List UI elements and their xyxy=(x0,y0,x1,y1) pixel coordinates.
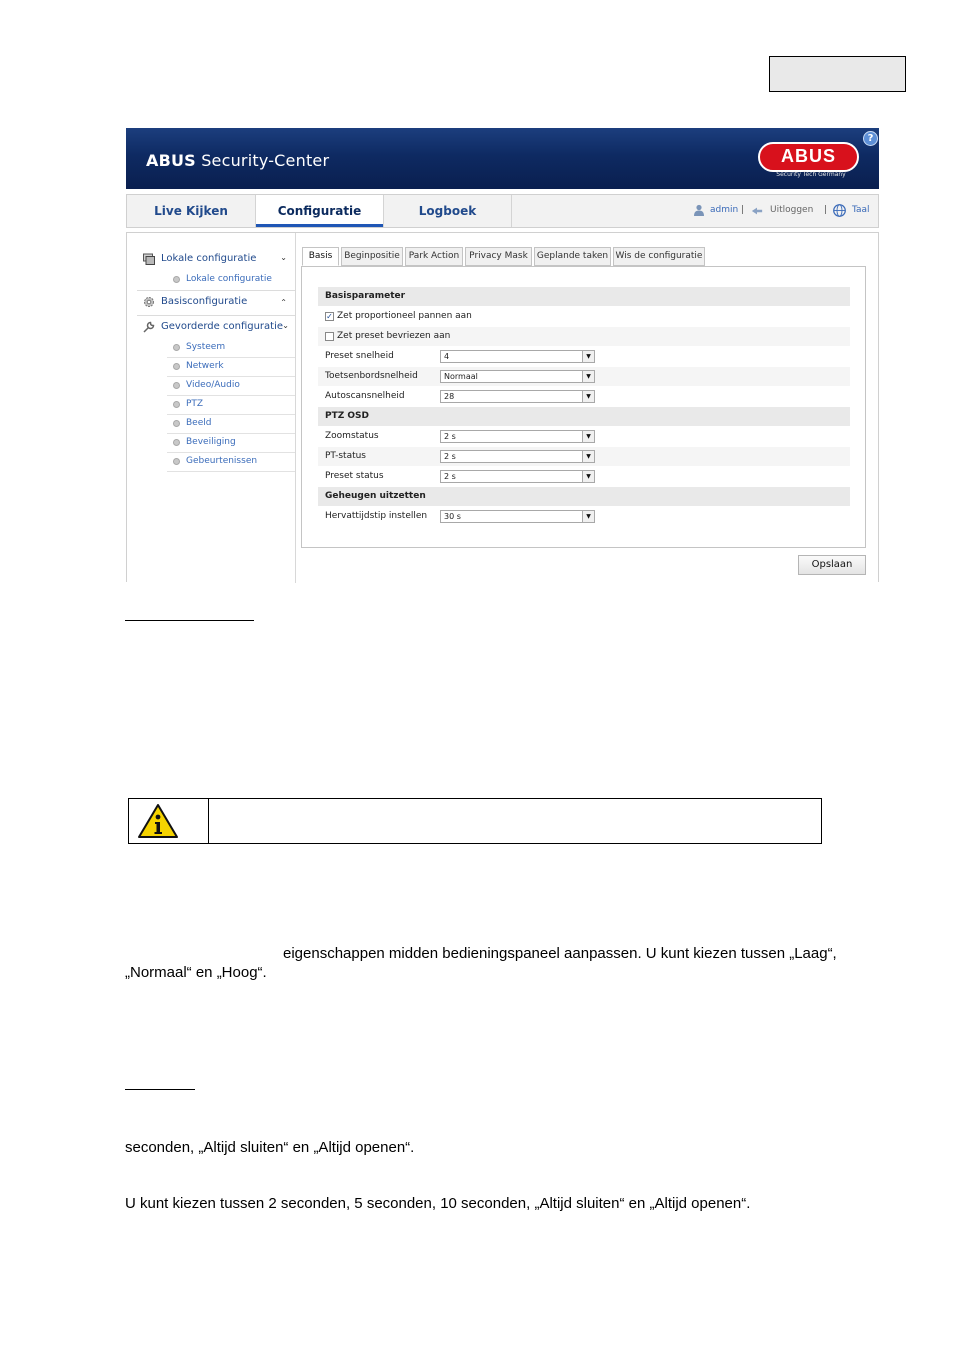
banner xyxy=(126,128,879,189)
gear-icon xyxy=(143,296,155,308)
sidebar-item-gebeurtenissen[interactable]: Gebeurtenissen xyxy=(167,453,295,472)
section-ptz-osd: PTZ OSD xyxy=(318,407,850,426)
dropdown-arrow-icon: ▼ xyxy=(582,511,594,522)
user-name[interactable]: admin xyxy=(710,205,739,215)
monitor-icon xyxy=(143,253,155,265)
tab-park-action[interactable]: Park Action xyxy=(405,247,463,266)
abus-logo: ABUS xyxy=(758,142,859,172)
resume-time-select[interactable]: 30 s ▼ xyxy=(440,510,595,523)
divider xyxy=(137,315,295,316)
sidebar-item-ptz[interactable]: PTZ xyxy=(167,396,295,415)
row-keyboard-speed: Toetsenbordsnelheid Normaal ▼ xyxy=(318,367,850,386)
tab-geplande-taken[interactable]: Geplande taken xyxy=(534,247,611,266)
ui-screenshot xyxy=(126,128,880,582)
tab-privacy-mask[interactable]: Privacy Mask xyxy=(465,247,532,266)
help-icon[interactable]: ? xyxy=(863,131,878,146)
dropdown-arrow-icon: ▼ xyxy=(582,451,594,462)
sidebar xyxy=(127,233,296,583)
sidebar-item-local-config[interactable]: Lokale configuratie xyxy=(167,271,295,290)
sidebar-item-beveiliging[interactable]: Beveiliging xyxy=(167,434,295,453)
tab-beginpositie[interactable]: Beginpositie xyxy=(341,247,403,266)
pt-status-select[interactable]: 2 s ▼ xyxy=(440,450,595,463)
paragraph-options: seconden, „Altijd sluiten“ en „Altijd openen“. xyxy=(125,1139,415,1156)
separator: | xyxy=(824,205,828,215)
sidebar-local-config[interactable]: Lokale configuratie ⌄ xyxy=(143,253,293,265)
globe-icon xyxy=(833,204,846,217)
form-box xyxy=(301,266,866,548)
row-autoscan-speed: Autoscansnelheid 28 ▼ xyxy=(318,387,850,406)
row-preset-status: Preset status 2 s ▼ xyxy=(318,467,850,486)
row-resume-time: Hervattijdstip instellen 30 s ▼ xyxy=(318,507,850,526)
bullet-icon xyxy=(173,420,180,427)
dropdown-arrow-icon: ▼ xyxy=(582,391,594,402)
bullet-icon xyxy=(173,382,180,389)
tab-logboek[interactable]: Logboek xyxy=(418,204,477,218)
dropdown-arrow-icon: ▼ xyxy=(582,471,594,482)
bullet-icon xyxy=(173,401,180,408)
info-warning-icon xyxy=(137,803,179,839)
dropdown-arrow-icon: ▼ xyxy=(582,371,594,382)
sidebar-item-beeld[interactable]: Beeld xyxy=(167,415,295,434)
row-zoom-status: Zoomstatus 2 s ▼ xyxy=(318,427,850,446)
wrench-icon xyxy=(143,321,155,333)
bullet-icon xyxy=(173,276,180,283)
top-nav xyxy=(126,194,879,228)
user-icon xyxy=(693,204,705,216)
tab-configuratie[interactable]: Configuratie xyxy=(256,195,383,227)
preset-status-select[interactable]: 2 s ▼ xyxy=(440,470,595,483)
note-divider xyxy=(208,799,209,843)
sidebar-item-video-audio[interactable]: Video/Audio xyxy=(167,377,295,396)
bullet-icon xyxy=(173,458,180,465)
dropdown-arrow-icon: ▼ xyxy=(582,351,594,362)
checkbox-row-proportional-pan: ✓ Zet proportioneel pannen aan xyxy=(326,311,472,321)
logout-link[interactable]: Uitloggen xyxy=(770,205,814,215)
divider xyxy=(137,290,295,291)
row-preset-speed: Preset snelheid 4 ▼ xyxy=(318,347,850,366)
app-title: ABUS Security-Center xyxy=(146,151,330,170)
row-pt-status: PT-status 2 s ▼ xyxy=(318,447,850,466)
sidebar-basic-config[interactable]: Basisconfiguratie ⌃ xyxy=(143,296,293,308)
info-note-box xyxy=(128,798,822,844)
section-basisparameter: Basisparameter xyxy=(318,287,850,306)
separator: | xyxy=(741,205,745,215)
section-geheugen-uitzetten: Geheugen uitzetten xyxy=(318,487,850,506)
sidebar-item-systeem[interactable]: Systeem xyxy=(167,339,295,358)
paragraph-keyboard-speed: eigenschappen midden bedieningspaneel aanpassen. U kunt kiezen tussen „Laag“, xyxy=(283,945,837,962)
tab-basis[interactable]: Basis xyxy=(302,247,339,266)
header-box xyxy=(769,56,906,92)
heading-underline xyxy=(125,620,254,621)
save-button[interactable]: Opslaan xyxy=(798,555,866,575)
bullet-icon xyxy=(173,363,180,370)
paragraph-options-2: U kunt kiezen tussen 2 seconden, 5 seconden, 10 seconden, „Altijd sluiten“ en „Altijd openen“. xyxy=(125,1195,751,1212)
tab-live-kijken[interactable]: Live Kijken xyxy=(154,204,228,218)
heading-underline xyxy=(125,1089,195,1090)
chevron-down-icon: ⌄ xyxy=(282,321,289,330)
chevron-up-icon: ⌃ xyxy=(280,298,287,307)
chevron-down-icon: ⌄ xyxy=(280,253,287,262)
bullet-icon xyxy=(173,344,180,351)
logout-icon xyxy=(751,205,763,217)
sidebar-item-netwerk[interactable]: Netwerk xyxy=(167,358,295,377)
keyboard-speed-select[interactable]: Normaal ▼ xyxy=(440,370,595,383)
nav-divider xyxy=(511,195,512,227)
abus-tagline: Security Tech Germany xyxy=(776,171,846,178)
sidebar-advanced-config[interactable]: Gevorderde configuratie ⌄ xyxy=(143,321,293,333)
preset-speed-select[interactable]: 4 ▼ xyxy=(440,350,595,363)
tab-wis-de-configuratie[interactable]: Wis de configuratie xyxy=(613,247,705,266)
dropdown-arrow-icon: ▼ xyxy=(582,431,594,442)
proportional-pan-checkbox[interactable]: ✓ xyxy=(326,312,333,321)
language-link[interactable]: Taal xyxy=(852,205,870,215)
zoom-status-select[interactable]: 2 s ▼ xyxy=(440,430,595,443)
preset-freeze-checkbox[interactable] xyxy=(325,332,334,341)
config-panel xyxy=(126,232,879,582)
checkbox-row-preset-freeze: Zet preset bevriezen aan xyxy=(318,327,850,346)
bullet-icon xyxy=(173,439,180,446)
autoscan-speed-select[interactable]: 28 ▼ xyxy=(440,390,595,403)
paragraph-keyboard-speed-cont: „Normaal“ en „Hoog“. xyxy=(125,964,267,981)
